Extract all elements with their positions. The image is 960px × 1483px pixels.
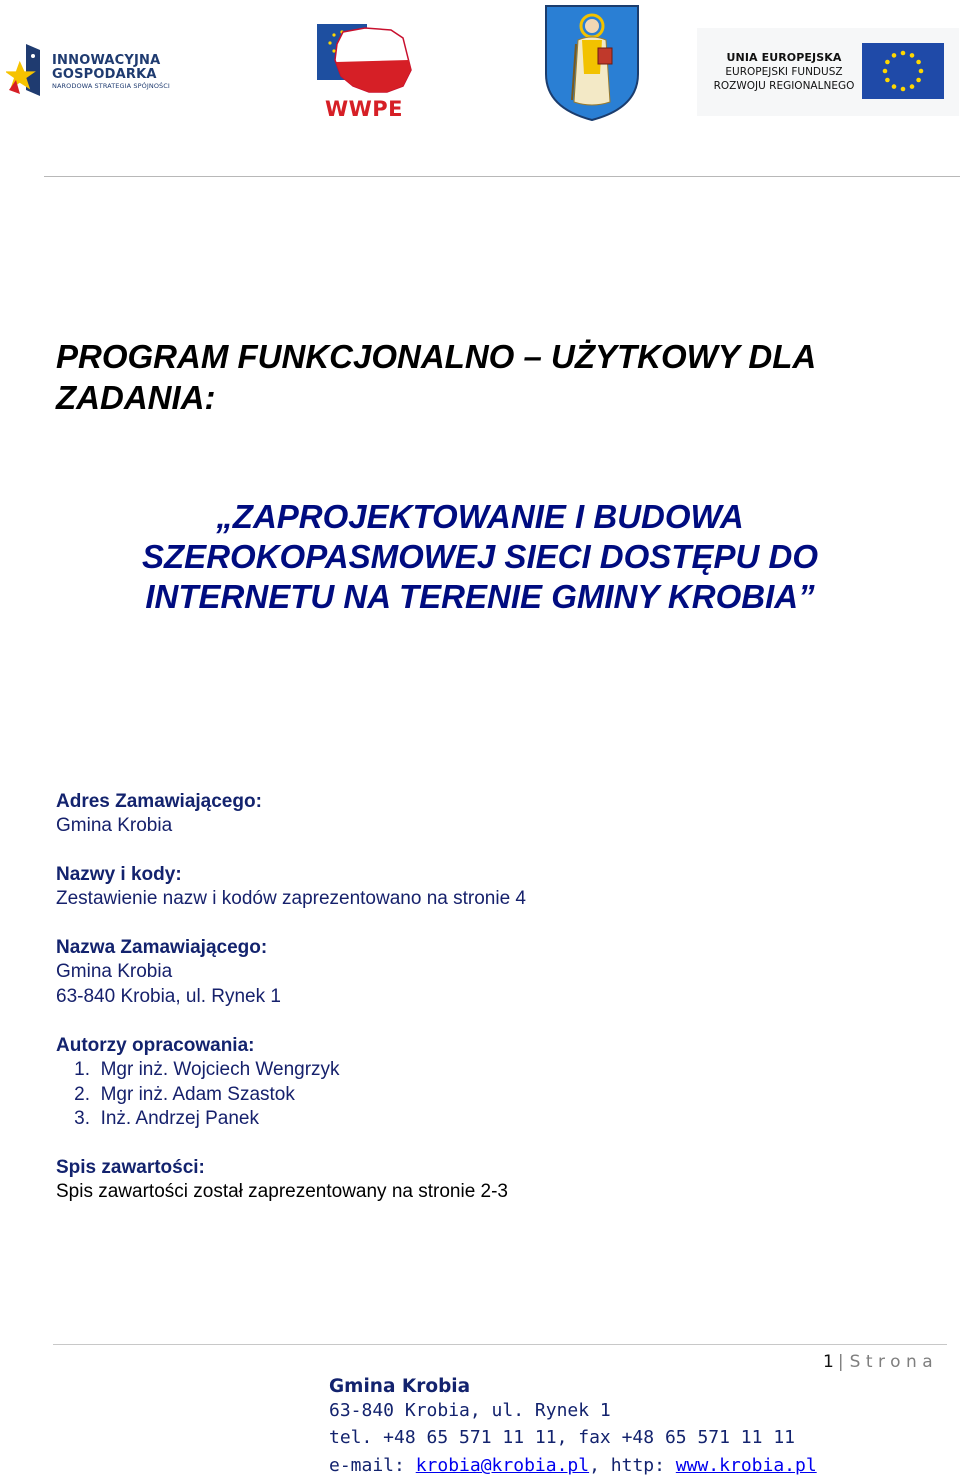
section-spis (56, 1156, 856, 1205)
nazwy-value: Zestawienie nazw i kodów zaprezentowano na stronie 4 (56, 888, 526, 909)
footer-divider (53, 1344, 947, 1345)
logo-eu-erdf (697, 28, 959, 116)
footer-phones: tel. +48 65 571 11 11, fax +48 65 571 11 11 (329, 1427, 795, 1448)
eu-star-icon (892, 84, 897, 89)
document-title-line2: ZADANIA: (56, 379, 216, 416)
eu-star-icon (901, 51, 906, 56)
eu-star-icon (919, 69, 924, 74)
logo-wwpe-text: WWPE (324, 97, 404, 121)
logo-eu-line3: ROZWOJU REGIONALNEGO (713, 80, 855, 92)
author-item (56, 1083, 856, 1108)
eu-star-icon (885, 60, 890, 65)
logo-innowacyjna-gospodarka (6, 40, 181, 102)
section-autorzy (56, 1034, 856, 1132)
section-nazwa-zamawiajacego (56, 936, 856, 1009)
logo-eu-line1: UNIA EUROPEJSKA (726, 51, 842, 64)
adres-value: Gmina Krobia (56, 815, 173, 836)
task-title-line1: „ZAPROJEKTOWANIE I BUDOWA (216, 498, 744, 535)
logo-ig-line3: NARODOWA STRATEGIA SPÓJNOŚCI (52, 82, 170, 90)
document-title (56, 336, 916, 418)
footer-email-link[interactable]: krobia@krobia.pl (415, 1455, 590, 1476)
author-number: 2. (74, 1083, 90, 1105)
task-title-line2: SZEROKOPASMOWEJ SIECI DOSTĘPU DO (142, 538, 818, 575)
author-name: Mgr inż. Wojciech Wengrzyk (100, 1059, 340, 1080)
author-item (56, 1107, 856, 1132)
eu-star-icon (910, 84, 915, 89)
eu-star-icon (916, 78, 921, 83)
page-number (823, 1351, 938, 1373)
logo-ig-line2: GOSPODARKA (52, 67, 157, 82)
footer-contact (329, 1455, 817, 1477)
page-word: Strona (849, 1352, 939, 1372)
nazwa-label: Nazwa Zamawiającego: (56, 937, 268, 958)
footer-website-link[interactable]: www.krobia.pl (675, 1455, 817, 1476)
eu-star-icon (883, 69, 888, 74)
spis-label: Spis zawartości: (56, 1157, 205, 1178)
header-divider (44, 176, 960, 177)
page-number-value: 1 (823, 1352, 834, 1372)
page-number-separator: | (837, 1352, 844, 1372)
poland-map-flag-icon (313, 20, 415, 98)
section-adres (56, 790, 856, 839)
autorzy-label: Autorzy opracowania: (56, 1035, 255, 1056)
footer-org: Gmina Krobia (329, 1376, 471, 1397)
eu-star-icon (901, 87, 906, 92)
footer-http-prefix: , http: (589, 1455, 676, 1476)
eu-star-icon (885, 78, 890, 83)
logo-wwpe (313, 20, 415, 124)
nazwa-value-address: 63-840 Krobia, ul. Rynek 1 (56, 985, 281, 1007)
adres-label: Adres Zamawiającego: (56, 791, 262, 812)
nazwa-value-name: Gmina Krobia (56, 961, 173, 982)
coat-of-arms-icon (542, 4, 642, 122)
task-title (20, 497, 940, 617)
spis-value: Spis zawartości został zaprezentowany na stronie 2-3 (56, 1181, 509, 1202)
author-name: Mgr inż. Adam Szastok (100, 1083, 295, 1105)
eu-flag-icon (862, 43, 944, 99)
task-title-line3: INTERNETU NA TERENIE GMINY KROBIA” (145, 578, 815, 615)
footer-address: 63-840 Krobia, ul. Rynek 1 (329, 1400, 611, 1421)
logo-eu-line2: EUROPEJSKI FUNDUSZ (725, 66, 843, 78)
eu-star-icon (892, 53, 897, 58)
author-name: Inż. Andrzej Panek (100, 1108, 259, 1129)
innowacyjna-gospodarka-emblem-icon (6, 40, 50, 102)
author-number: 3. (74, 1108, 90, 1129)
logo-coat-of-arms (542, 4, 642, 122)
author-number: 1. (74, 1059, 90, 1080)
nazwy-label: Nazwy i kody: (56, 864, 182, 885)
author-item (56, 1058, 856, 1083)
document-title-line1: PROGRAM FUNKCJONALNO – UŻYTKOWY DLA (56, 338, 817, 375)
footer-email-prefix: e-mail: (329, 1455, 416, 1476)
section-nazwy-kody (56, 863, 856, 912)
logo-ig-line1: INNOWACYJNA (52, 53, 161, 68)
eu-star-icon (910, 53, 915, 58)
eu-star-icon (916, 60, 921, 65)
